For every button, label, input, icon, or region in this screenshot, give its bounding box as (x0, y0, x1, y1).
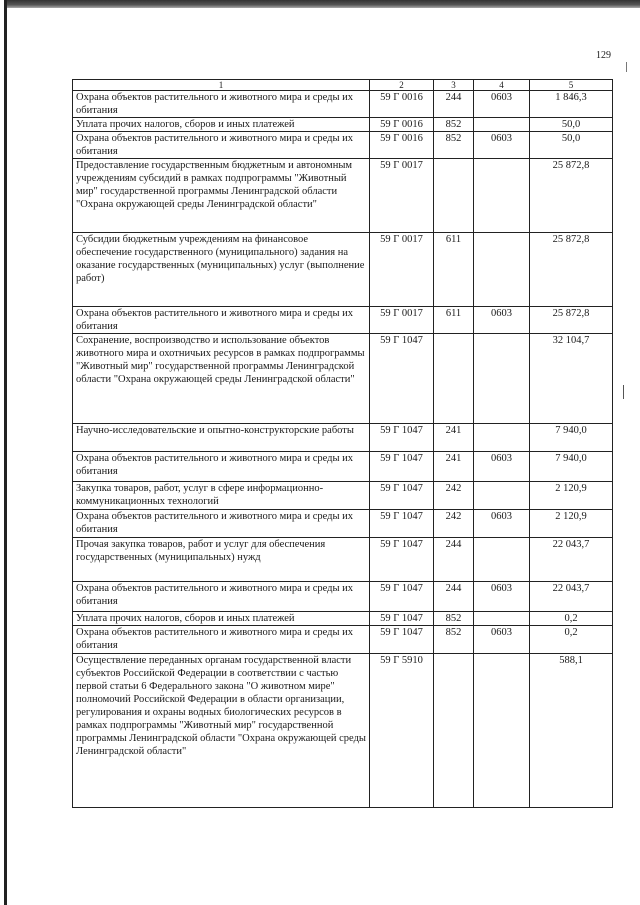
expense-type: 611 (434, 233, 474, 307)
section-code: 0603 (474, 510, 530, 538)
header-col-4: 4 (474, 80, 530, 91)
amount: 50,0 (530, 132, 613, 159)
expense-type: 852 (434, 118, 474, 132)
expense-type: 242 (434, 510, 474, 538)
table-row (73, 159, 613, 233)
expense-type: 611 (434, 307, 474, 334)
row-name: Субсидии бюджетным учреждениям на финансовое обеспечение государственного (муниципального) задания на оказание государственных (муниципальных) услуг (выполнение работ) (73, 233, 370, 307)
section-code: 0603 (474, 307, 530, 334)
section-code (474, 538, 530, 582)
table-row (73, 538, 613, 582)
target-code: 59 Г 1047 (370, 612, 434, 626)
table-row (73, 626, 613, 654)
expense-type: 241 (434, 424, 474, 452)
expense-type: 852 (434, 612, 474, 626)
section-code (474, 654, 530, 808)
table-row (73, 334, 613, 424)
scan-mark (623, 385, 624, 399)
table-body (73, 91, 613, 808)
table-row (73, 233, 613, 307)
amount: 25 872,8 (530, 159, 613, 233)
row-name: Охрана объектов растительного и животного мира и среды их обитания (73, 510, 370, 538)
section-code: 0603 (474, 452, 530, 482)
target-code: 59 Г 0017 (370, 159, 434, 233)
row-name: Охрана объектов растительного и животного мира и среды их обитания (73, 626, 370, 654)
amount: 2 120,9 (530, 482, 613, 510)
row-name: Осуществление переданных органам государственной власти субъектов Российской Федерации в соответствии с частью первой статьи 6 Федерального закона "О животном мире" полномочий Российской Федерации в области организации, регулирования и охраны водных биологических ресурсов в рамках подпрограммы "Животный мир" государственной программы Ленинградской области "Охрана окружающей среды Ленинградской области" (73, 654, 370, 808)
target-code: 59 Г 0016 (370, 118, 434, 132)
amount: 0,2 (530, 626, 613, 654)
expense-type: 244 (434, 91, 474, 118)
budget-table (72, 79, 613, 808)
row-name: Охрана объектов растительного и животного мира и среды их обитания (73, 452, 370, 482)
amount: 25 872,8 (530, 307, 613, 334)
row-name: Охрана объектов растительного и животного мира и среды их обитания (73, 132, 370, 159)
table-row (73, 452, 613, 482)
expense-type: 852 (434, 626, 474, 654)
page-number: 129 (596, 50, 611, 61)
expense-type (434, 159, 474, 233)
scan-top-edge (4, 0, 640, 8)
table-row (73, 91, 613, 118)
row-name: Закупка товаров, работ, услуг в сфере информационно-коммуникационных технологий (73, 482, 370, 510)
row-name: Сохранение, воспроизводство и использование объектов животного мира и охотничьих ресурсов в рамках подпрограммы "Животный мир" государственной программы Ленинградской области "Охрана окружающей среды Ленинградской области" (73, 334, 370, 424)
scan-mark (626, 62, 627, 72)
table-row (73, 307, 613, 334)
amount: 50,0 (530, 118, 613, 132)
target-code: 59 Г 1047 (370, 510, 434, 538)
section-code (474, 482, 530, 510)
section-code (474, 159, 530, 233)
section-code: 0603 (474, 626, 530, 654)
table-row (73, 654, 613, 808)
section-code (474, 233, 530, 307)
scan-left-edge (4, 0, 7, 905)
row-name: Научно-исследовательские и опытно-конструкторские работы (73, 424, 370, 452)
amount: 22 043,7 (530, 582, 613, 612)
header-col-1: 1 (73, 80, 370, 91)
target-code: 59 Г 1047 (370, 538, 434, 582)
target-code: 59 Г 0017 (370, 233, 434, 307)
target-code: 59 Г 0016 (370, 132, 434, 159)
row-name: Охрана объектов растительного и животного мира и среды их обитания (73, 307, 370, 334)
expense-type (434, 654, 474, 808)
row-name: Охрана объектов растительного и животного мира и среды их обитания (73, 582, 370, 612)
section-code: 0603 (474, 132, 530, 159)
amount: 25 872,8 (530, 233, 613, 307)
row-name: Уплата прочих налогов, сборов и иных платежей (73, 118, 370, 132)
row-name: Охрана объектов растительного и животного мира и среды их обитания (73, 91, 370, 118)
section-code: 0603 (474, 582, 530, 612)
table-row (73, 424, 613, 452)
header-col-5: 5 (530, 80, 613, 91)
expense-type: 241 (434, 452, 474, 482)
amount: 0,2 (530, 612, 613, 626)
target-code: 59 Г 0016 (370, 91, 434, 118)
target-code: 59 Г 1047 (370, 582, 434, 612)
target-code: 59 Г 0017 (370, 307, 434, 334)
expense-type: 852 (434, 132, 474, 159)
row-name: Предоставление государственным бюджетным и автономным учреждениям субсидий в рамках подпрограммы "Животный мир" государственной программы Ленинградской области "Охрана окружающей среды Ленинградской области" (73, 159, 370, 233)
row-name: Прочая закупка товаров, работ и услуг для обеспечения государственных (муниципальных) нужд (73, 538, 370, 582)
amount: 32 104,7 (530, 334, 613, 424)
table-row (73, 482, 613, 510)
table-row (73, 132, 613, 159)
section-code: 0603 (474, 91, 530, 118)
target-code: 59 Г 1047 (370, 626, 434, 654)
table-row (73, 582, 613, 612)
amount: 7 940,0 (530, 452, 613, 482)
row-name: Уплата прочих налогов, сборов и иных платежей (73, 612, 370, 626)
section-code (474, 334, 530, 424)
table-header-row (73, 80, 613, 91)
section-code (474, 424, 530, 452)
target-code: 59 Г 5910 (370, 654, 434, 808)
table-row (73, 118, 613, 132)
amount: 588,1 (530, 654, 613, 808)
amount: 22 043,7 (530, 538, 613, 582)
target-code: 59 Г 1047 (370, 424, 434, 452)
expense-type: 244 (434, 582, 474, 612)
target-code: 59 Г 1047 (370, 482, 434, 510)
header-col-3: 3 (434, 80, 474, 91)
amount: 2 120,9 (530, 510, 613, 538)
target-code: 59 Г 1047 (370, 334, 434, 424)
target-code: 59 Г 1047 (370, 452, 434, 482)
amount: 1 846,3 (530, 91, 613, 118)
expense-type: 244 (434, 538, 474, 582)
header-col-2: 2 (370, 80, 434, 91)
amount: 7 940,0 (530, 424, 613, 452)
section-code (474, 612, 530, 626)
expense-type (434, 334, 474, 424)
table-row (73, 612, 613, 626)
section-code (474, 118, 530, 132)
expense-type: 242 (434, 482, 474, 510)
table-row (73, 510, 613, 538)
